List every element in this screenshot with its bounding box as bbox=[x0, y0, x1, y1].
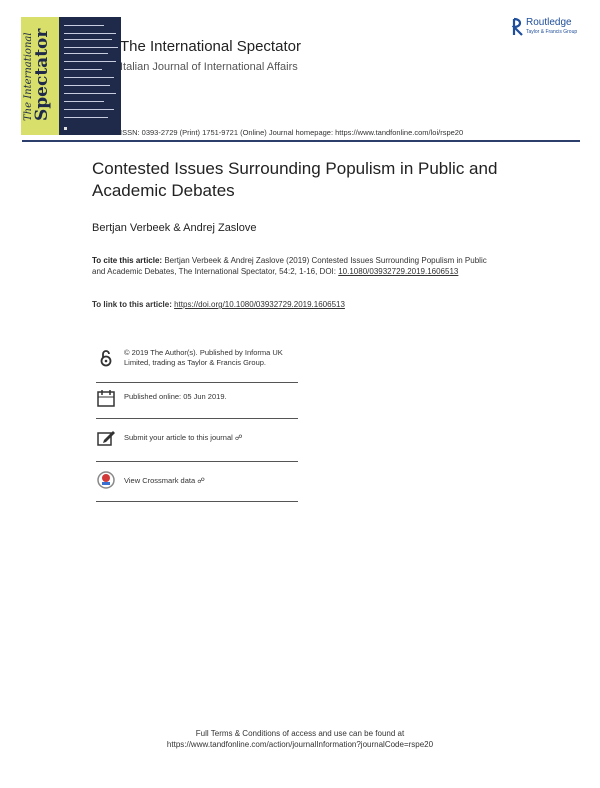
issn-text: ISSN: 0393-2729 (Print) 1751-9721 (Online) Journal homepage: bbox=[120, 128, 336, 137]
cover-toc-line bbox=[64, 69, 102, 70]
cover-toc-line bbox=[64, 33, 116, 34]
cover-toc-line bbox=[64, 109, 114, 110]
cite-text: Bertjan Verbeek & Andrej Zaslove (2019) Contested Issues Surrounding Populism in Public and Academic Debates, The International Spectator, 54:2, 1-16, DOI: bbox=[92, 256, 487, 276]
issn-line bbox=[120, 128, 463, 137]
open-access-icon bbox=[96, 348, 116, 368]
cover-toc-line bbox=[64, 61, 116, 62]
routledge-r-icon bbox=[512, 17, 524, 37]
journal-homepage-link[interactable]: https://www.tandfonline.com/loi/rspe20 bbox=[335, 128, 464, 137]
submit-row[interactable] bbox=[96, 428, 298, 452]
cover-logo-mark bbox=[64, 127, 67, 130]
edit-icon bbox=[96, 428, 116, 448]
cover-toc-line bbox=[64, 53, 108, 54]
publisher-name: Routledge bbox=[526, 17, 572, 28]
cover-toc-line bbox=[64, 93, 116, 94]
terms-footer bbox=[0, 728, 600, 750]
calendar-icon bbox=[96, 388, 116, 408]
cover-toc-line bbox=[64, 25, 104, 26]
journal-cover-image[interactable] bbox=[21, 17, 121, 135]
info-divider bbox=[96, 382, 298, 383]
cover-toc-line bbox=[64, 77, 114, 78]
journal-subtitle: Italian Journal of International Affairs bbox=[120, 61, 298, 73]
link-line bbox=[92, 300, 345, 309]
doi-link[interactable]: 10.1080/03932729.2019.1606513 bbox=[338, 267, 459, 276]
published-row bbox=[96, 388, 298, 412]
cover-toc-line bbox=[64, 101, 104, 102]
info-divider bbox=[96, 501, 298, 502]
cover-spine-small: The International bbox=[23, 32, 34, 121]
header-divider bbox=[22, 140, 580, 142]
cover-toc-line bbox=[64, 117, 108, 118]
info-divider bbox=[96, 418, 298, 419]
license-row bbox=[96, 348, 298, 384]
article-doi-url[interactable]: https://doi.org/10.1080/03932729.2019.1606513 bbox=[174, 300, 345, 309]
crossmark-link[interactable]: View Crossmark data ☍ bbox=[124, 476, 205, 485]
submit-article-link[interactable]: Submit your article to this journal ☍ bbox=[124, 433, 243, 442]
cite-label: To cite this article: bbox=[92, 256, 163, 265]
crossmark-icon bbox=[96, 470, 116, 490]
link-label: To link to this article: bbox=[92, 300, 175, 309]
cover-toc-line bbox=[64, 85, 110, 86]
license-text: © 2019 The Author(s). Published by Informa UK Limited, trading as Taylor & Francis Group. bbox=[124, 348, 283, 367]
published-date-text: Published online: 05 Jun 2019. bbox=[124, 392, 227, 401]
cover-toc-line bbox=[64, 47, 118, 48]
cover-spine-big: Spectator bbox=[32, 28, 52, 121]
citation-block bbox=[92, 255, 502, 277]
publisher-logo[interactable] bbox=[512, 17, 584, 39]
cover-spine-title bbox=[24, 11, 51, 121]
publisher-tagline: Taylor & Francis Group bbox=[526, 29, 578, 35]
article-authors: Bertjan Verbeek & Andrej Zaslove bbox=[92, 222, 257, 234]
article-title: Contested Issues Surrounding Populism in Public and Academic Debates bbox=[92, 159, 498, 200]
footer-line-1: Full Terms & Conditions of access and use can be found at bbox=[195, 729, 405, 738]
crossmark-row[interactable] bbox=[96, 470, 298, 494]
journal-title: The International Spectator bbox=[120, 38, 301, 55]
info-divider bbox=[96, 461, 298, 462]
cover-toc-line bbox=[64, 39, 112, 40]
footer-terms-link[interactable]: https://www.tandfonline.com/action/journalInformation?journalCode=rspe20 bbox=[166, 740, 434, 749]
